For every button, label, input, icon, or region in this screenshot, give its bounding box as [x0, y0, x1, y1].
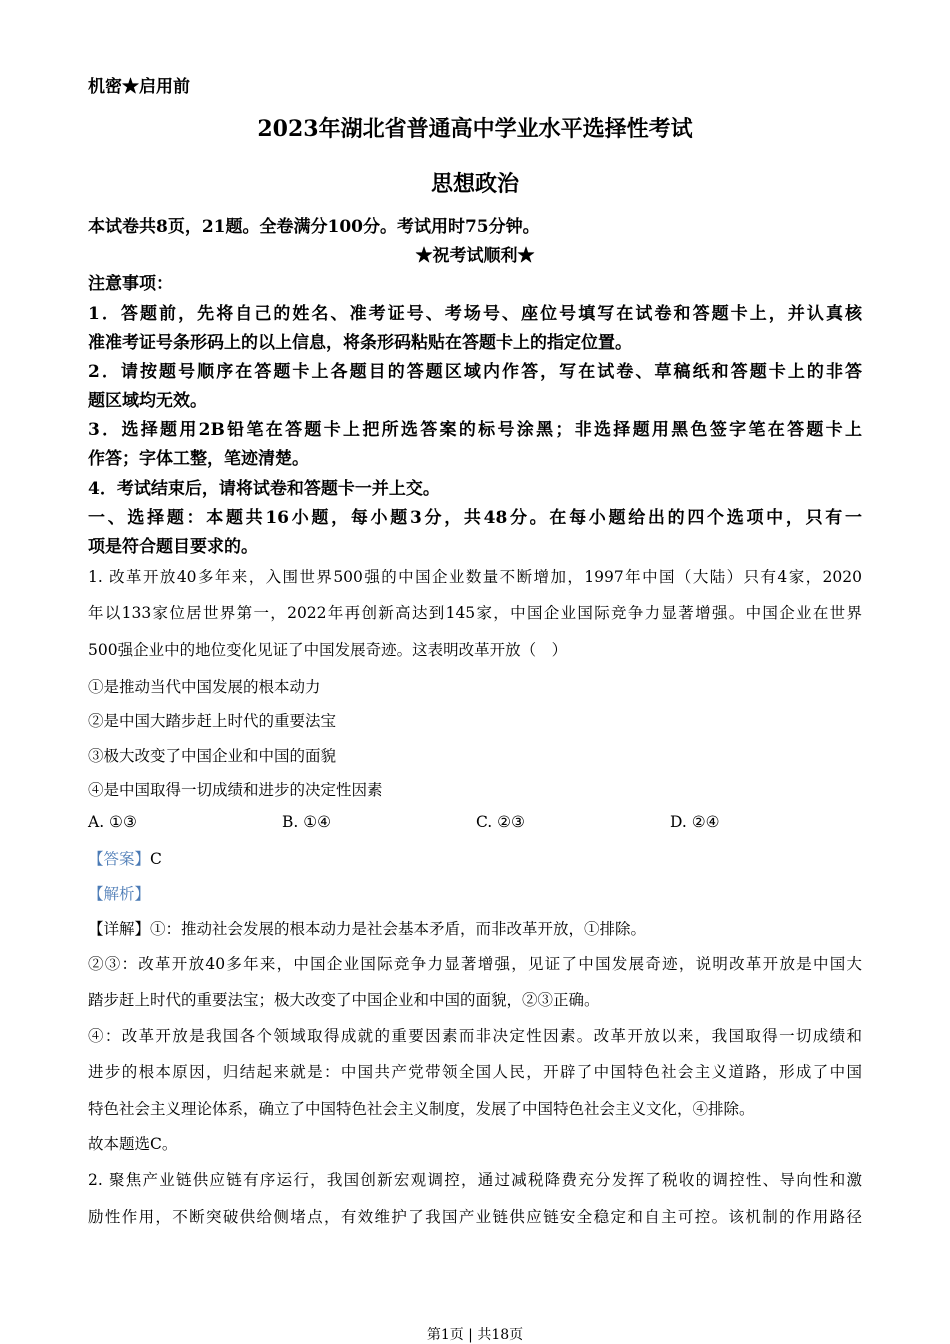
- answer-line: [88, 848, 862, 870]
- detail-line: 踏步赶上时代的重要法宝；极大改变了中国企业和中国的面貌，②③正确。: [88, 991, 600, 1009]
- note-line: 作答；字体工整，笔迹清楚。: [88, 449, 309, 469]
- q2-stem: 2. 聚焦产业链供应链有序运行，我国创新宏观调控，通过减税降费充分发挥了税收的调控性、导向性和激: [88, 1171, 862, 1189]
- analysis-label: 【解析】: [88, 885, 151, 903]
- section-heading: 一、选择题：本题共16小题，每小题3分，共48分。在每小题给出的四个选项中，只有一: [88, 508, 862, 528]
- note-line: 1．答题前，先将自己的姓名、准考证号、考场号、座位号填写在试卷和答题卡上，并认真核: [88, 304, 862, 324]
- detail-line: 进步的根本原因，归结起来就是：中国共产党带领全国人民，开辟了中国特色社会主义道路，形成了中国: [88, 1063, 862, 1081]
- detail-line: ④：改革开放是我国各个领域取得成就的重要因素而非决定性因素。改革开放以来，我国取得一切成绩和: [88, 1027, 862, 1045]
- detail-line: 特色社会主义理论体系，确立了中国特色社会主义制度，发展了中国特色社会主义文化，④排除。: [88, 1100, 755, 1118]
- option-b: B. ①④: [282, 813, 332, 831]
- q1-stem: 500强企业中的地位变化见证了中国发展奇迹。这表明改革开放（ ）: [88, 641, 568, 659]
- note-line: 题区域均无效。: [88, 391, 207, 411]
- detail-line: ②③：改革开放40多年来，中国企业国际竞争力显著增强，见证了中国发展奇迹，说明改革开放是中国大: [88, 955, 862, 973]
- q1-statement: ①是推动当代中国发展的根本动力: [88, 678, 321, 696]
- good-luck: ★祝考试顺利★: [415, 246, 535, 266]
- option-a: A. ①③: [88, 813, 137, 831]
- note-line: 3．选择题用2B铅笔在答题卡上把所选答案的标号涂黑；非选择题用黑色签字笔在答题卡上: [88, 420, 862, 440]
- exam-info: 本试卷共8页，21题。全卷满分100分。考试用时75分钟。: [88, 217, 540, 237]
- section-heading: 项是符合题目要求的。: [88, 537, 258, 557]
- option-c: C. ②③: [476, 813, 525, 831]
- q1-stem: 年以133家位居世界第一，2022年再创新高达到145家，中国企业国际竞争力显著增强。中国企业在世界: [88, 604, 862, 622]
- detail-line: 故本题选C。: [88, 1135, 178, 1153]
- detail-line: 【详解】①：推动社会发展的根本动力是社会基本矛盾，而非改革开放，①排除。: [88, 920, 647, 938]
- q1-statement: ②是中国大踏步赶上时代的重要法宝: [88, 712, 337, 730]
- note-line: 4．考试结束后，请将试卷和答题卡一并上交。: [88, 479, 440, 499]
- confidential-label: 机密★启用前: [88, 77, 190, 97]
- page-footer: 第1页 | 共18页: [426, 1327, 524, 1343]
- q2-stem: 励性作用，不断突破供给侧堵点，有效维护了我国产业链供应链安全稳定和自主可控。该机制的作用路径: [88, 1208, 862, 1226]
- notes-heading: 注意事项：: [88, 274, 173, 294]
- q1-statement: ④是中国取得一切成绩和进步的决定性因素: [88, 781, 383, 799]
- subject-title: 思想政治: [430, 171, 519, 197]
- q1-statement: ③极大改变了中国企业和中国的面貌: [88, 747, 337, 765]
- q1-stem: 1. 改革开放40多年来，入围世界500强的中国企业数量不断增加，1997年中国（大陆）只有4家，2020: [88, 568, 862, 586]
- answer-label: 【答案】: [88, 850, 151, 868]
- note-line: 2．请按题号顺序在答题卡上各题目的答题区域内作答，写在试卷、草稿纸和答题卡上的非答: [88, 362, 862, 382]
- answer-value: C: [150, 850, 162, 868]
- note-line: 准准考证号条形码上的以上信息，将条形码粘贴在答题卡上的指定位置。: [88, 333, 632, 353]
- option-d: D. ②④: [670, 813, 720, 831]
- exam-title: 2023年湖北省普通高中学业水平选择性考试: [257, 116, 693, 142]
